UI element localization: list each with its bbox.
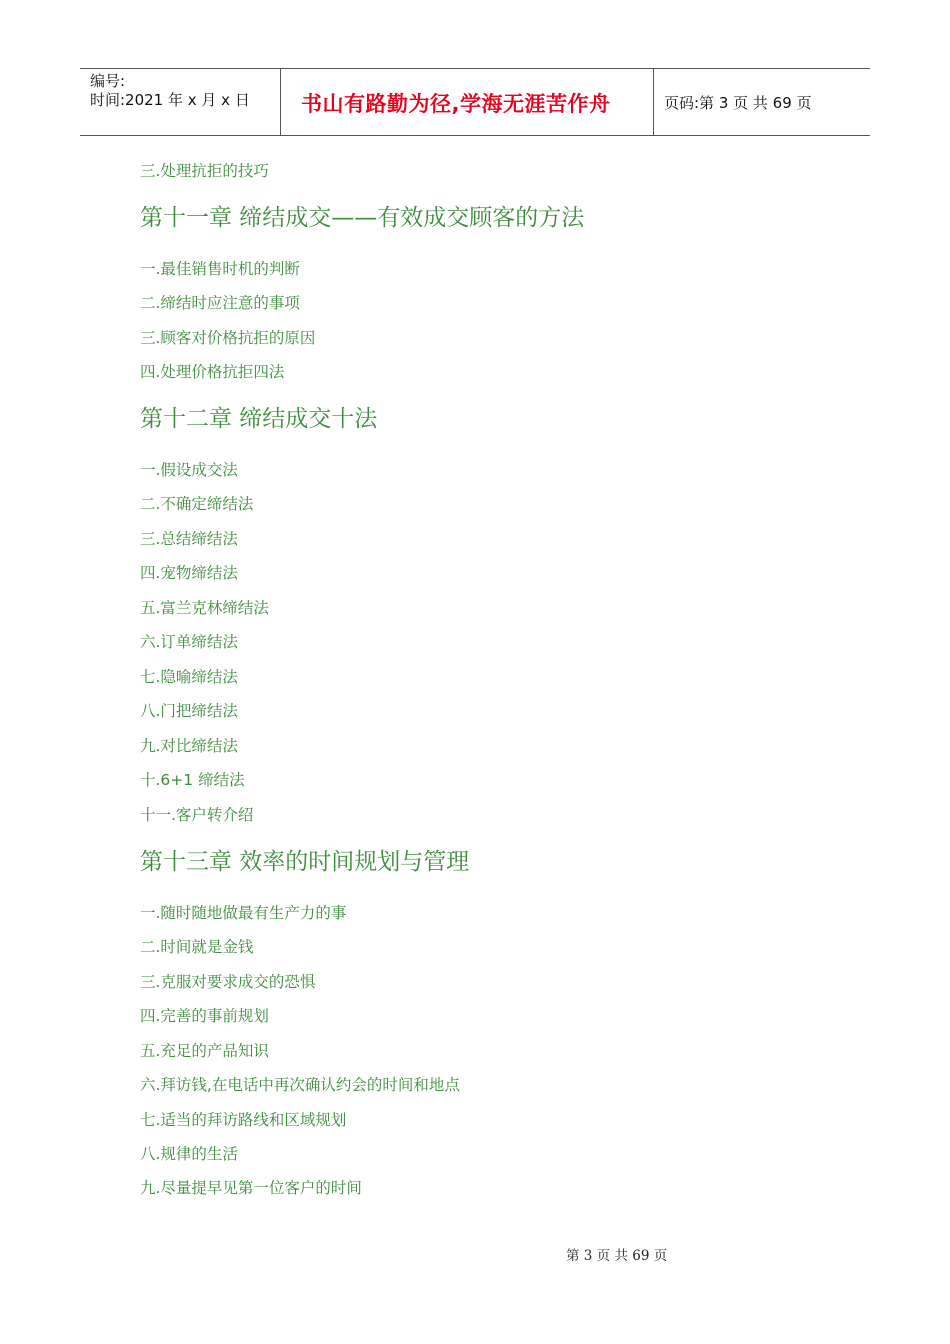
- chapter-11-heading: 第十一章 缔结成交——有效成交顾客的方法: [140, 205, 585, 231]
- document-date: 时间:2021 年 x 月 x 日: [90, 91, 250, 109]
- toc-item: 四.宠物缔结法: [140, 564, 238, 582]
- header-middle-cell: [281, 69, 654, 135]
- toc-item: 一.随时随地做最有生产力的事: [140, 904, 347, 922]
- header-left-cell: [80, 69, 281, 135]
- toc-item: 二.缔结时应注意的事项: [140, 294, 300, 312]
- header-page-info: 页码:第 3 页 共 69 页: [664, 94, 812, 112]
- toc-item: 六.拜访钱,在电话中再次确认约会的时间和地点: [140, 1076, 460, 1094]
- chapter-13-heading: 第十三章 效率的时间规划与管理: [140, 849, 470, 875]
- toc-item: 四.处理价格抗拒四法: [140, 363, 285, 381]
- toc-item: 三.总结缔结法: [140, 530, 238, 548]
- toc-item: 七.适当的拜访路线和区域规划: [140, 1111, 347, 1129]
- toc-item: 三.顾客对价格抗拒的原因: [140, 329, 316, 347]
- toc-item: 三.克服对要求成交的恐惧: [140, 973, 316, 991]
- toc-item: 八.规律的生活: [140, 1145, 238, 1163]
- toc-item: 一.假设成交法: [140, 461, 238, 479]
- toc-item: 四.完善的事前规划: [140, 1007, 269, 1025]
- toc-item: 十.6+1 缔结法: [140, 771, 245, 789]
- toc-item: 一.最佳销售时机的判断: [140, 260, 300, 278]
- toc-item: 二.不确定缔结法: [140, 495, 254, 513]
- toc-item: 五.富兰克林缔结法: [140, 599, 269, 617]
- toc-item: 二.时间就是金钱: [140, 938, 254, 956]
- toc-item: 十一.客户转介绍: [140, 806, 254, 824]
- toc-item: 九.对比缔结法: [140, 737, 238, 755]
- toc-item: 三.处理抗拒的技巧: [140, 162, 269, 180]
- page-footer-number: 第 3 页 共 69 页: [566, 1248, 668, 1264]
- page-header: [80, 68, 870, 136]
- toc-item: 八.门把缔结法: [140, 702, 238, 720]
- document-number-label: 编号:: [90, 72, 126, 90]
- toc-item: 六.订单缔结法: [140, 633, 238, 651]
- toc-item: 五.充足的产品知识: [140, 1042, 269, 1060]
- header-motto: 书山有路勤为径,学海无涯苦作舟: [301, 92, 611, 116]
- chapter-12-heading: 第十二章 缔结成交十法: [140, 406, 378, 432]
- toc-item: 九.尽量提早见第一位客户的时间: [140, 1179, 362, 1197]
- header-right-cell: [654, 69, 870, 135]
- toc-item: 七.隐喻缔结法: [140, 668, 238, 686]
